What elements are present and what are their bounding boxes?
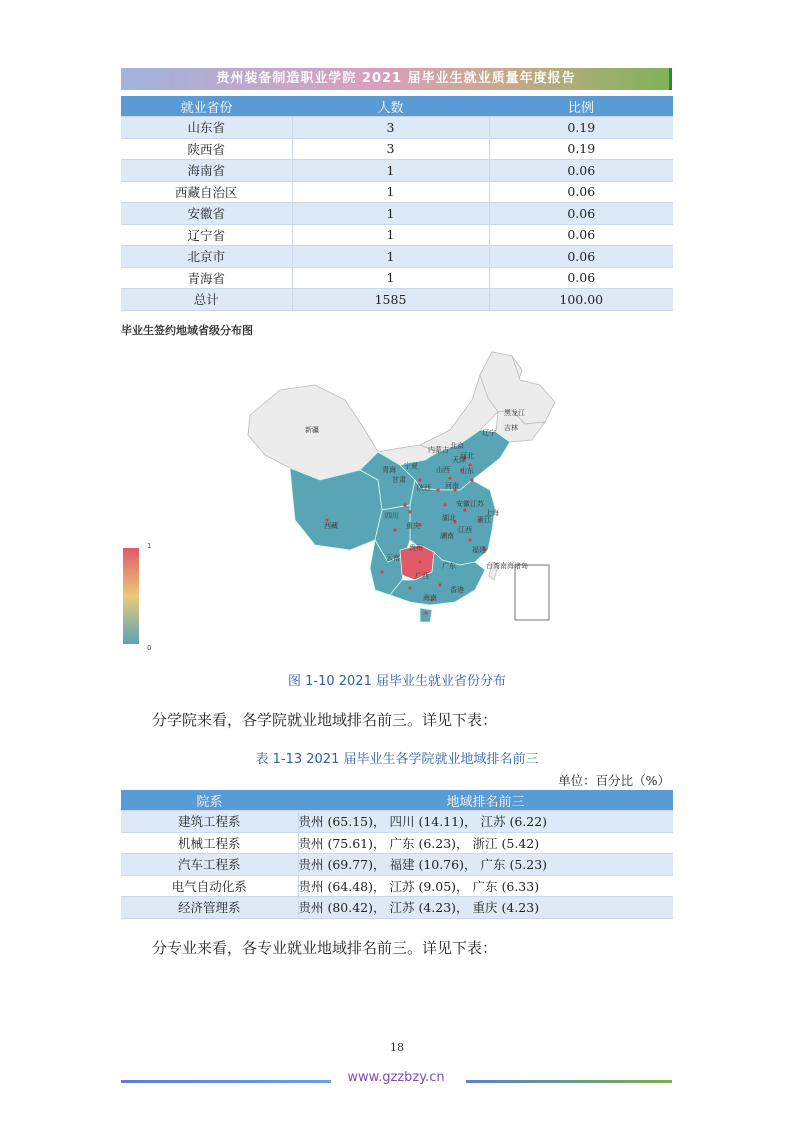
map-label-yunnan: 云南 (386, 554, 400, 562)
table-cell: 3 (292, 138, 489, 160)
column-header: 就业省份 (121, 96, 292, 117)
table-cell: 安徽省 (121, 203, 292, 225)
paragraph-major: 分专业来看，各专业就业地域排名前三。详见下表： (152, 939, 498, 957)
map-label-shandong: 山东 (460, 467, 474, 475)
table-row (121, 267, 673, 289)
table-cell: 总计 (121, 289, 292, 311)
table-cell: 0.06 (489, 267, 673, 289)
table-row (121, 246, 673, 268)
map-label-guangxi: 广西 (415, 572, 429, 580)
table-cell: 机械工程系 (121, 832, 298, 854)
column-header: 地域排名前三 (298, 790, 673, 811)
legend-max-label: 1 (147, 542, 152, 550)
table-row (121, 160, 673, 182)
map-label-zhejiang: 浙江 (477, 516, 491, 524)
map-label-anhui: 安徽 (456, 500, 470, 508)
map-label-guangdong: 广东 (442, 562, 456, 570)
map-label-gansu: 甘肃 (392, 476, 406, 484)
map-title: 毕业生签约地域省级分布图 (121, 324, 253, 337)
map-label-qinghai: 青海 (382, 466, 396, 474)
table-cell: 贵州 (80.42)， 江苏 (4.23)， 重庆 (4.23) (298, 897, 673, 919)
column-header: 院系 (121, 790, 298, 811)
map-label-xianggang: 香港 (450, 586, 464, 594)
map-label-tianjin: 天津 (452, 456, 466, 464)
map-label-neimenggu: 内蒙古 (428, 446, 449, 454)
table-row (121, 138, 673, 160)
map-label-guizhou: 贵州 (409, 544, 423, 552)
map-label-xinjiang: 新疆 (305, 426, 319, 434)
table-cell: 1 (292, 203, 489, 225)
table-cell: 北京市 (121, 246, 292, 268)
table-cell: 1 (292, 246, 489, 268)
page-number: 18 (390, 1041, 404, 1054)
table-cell: 海南省 (121, 160, 292, 182)
legend-min-label: 0 (147, 644, 152, 652)
table-cell: 汽车工程系 (121, 854, 298, 876)
table-cell: 辽宁省 (121, 224, 292, 246)
map-label-jilin: 吉林 (504, 424, 518, 432)
table-cell: 经济管理系 (121, 897, 298, 919)
table-row (121, 289, 673, 311)
table-row (121, 224, 673, 246)
map-label-henan: 河南 (445, 482, 459, 490)
map-label-chongqing: 重庆 (406, 522, 420, 530)
china-province-map (120, 340, 560, 660)
table-cell: 0.06 (489, 224, 673, 246)
table-cell: 3 (292, 117, 489, 139)
map-label-jiangsu: 江苏 (470, 500, 484, 508)
map-label-nanhai: 南海诸岛 (500, 562, 528, 570)
table-cell: 1 (292, 267, 489, 289)
table-row (121, 203, 673, 225)
table-cell: 1 (292, 181, 489, 203)
table-caption: 表 1-13 2021 届毕业生各学院就业地域排名前三 (255, 752, 539, 767)
table-cell: 100.00 (489, 289, 673, 311)
report-header-banner: 贵州装备制造职业学院 2021 届毕业生就业质量年度报告 (121, 68, 671, 90)
table-unit: 单位：百分比（%） (558, 773, 670, 788)
legend-color-bar (123, 548, 139, 644)
table-row (121, 181, 673, 203)
header-accent-bar (669, 68, 672, 90)
map-label-fujian: 福建 (472, 546, 486, 554)
table-cell: 0.19 (489, 138, 673, 160)
south-sea-inset (515, 565, 549, 620)
table-header-row (121, 790, 673, 811)
map-region-xizang (290, 468, 382, 550)
map-label-shanghai: 上海 (485, 509, 499, 517)
map-label-shanxi: 山西 (436, 466, 450, 474)
map-label-jiangxi: 江西 (458, 526, 472, 534)
map-label-beijing: 北京 (450, 442, 464, 450)
map-label-shaanxi: 陕西 (417, 484, 431, 492)
table-cell: 0.19 (489, 117, 673, 139)
footer-url[interactable]: www.gzzbzy.cn (347, 1070, 445, 1085)
province-table (121, 96, 673, 311)
table-cell: 青海省 (121, 267, 292, 289)
map-label-xizang: 西藏 (324, 522, 338, 530)
table-cell: 山东省 (121, 117, 292, 139)
footer-line-right (466, 1080, 672, 1083)
map-label-hainan: 海南 (423, 594, 437, 602)
table-cell: 1 (292, 160, 489, 182)
table-row (121, 854, 673, 876)
table-cell: 0.06 (489, 203, 673, 225)
table-cell: 0.06 (489, 181, 673, 203)
table-row (121, 897, 673, 919)
table-row (121, 832, 673, 854)
table-cell: 0.06 (489, 246, 673, 268)
table-cell: 建筑工程系 (121, 811, 298, 833)
map-label-taiwan: 台湾 (486, 562, 500, 570)
map-label-sichuan: 四川 (385, 512, 399, 520)
table-cell: 贵州 (75.61)， 广东 (6.23)， 浙江 (5.42) (298, 832, 673, 854)
table-cell: 贵州 (64.48)， 江苏 (9.05)， 广东 (6.33) (298, 875, 673, 897)
table-cell: 西藏自治区 (121, 181, 292, 203)
table-cell: 0.06 (489, 160, 673, 182)
map-label-ningxia: 宁夏 (404, 462, 418, 470)
column-header: 人数 (292, 96, 489, 117)
map-region-hainan (420, 608, 432, 622)
table-cell: 1585 (292, 289, 489, 311)
map-label-hunan: 湖南 (440, 532, 454, 540)
footer-line-left (121, 1080, 331, 1083)
college-region-table (121, 790, 673, 919)
table-cell: 陕西省 (121, 138, 292, 160)
column-header: 比例 (489, 96, 673, 117)
table-cell: 电气自动化系 (121, 875, 298, 897)
table-cell: 贵州 (69.77)， 福建 (10.76)， 广东 (5.23) (298, 854, 673, 876)
map-label-hubei: 湖北 (442, 514, 456, 522)
paragraph-college: 分学院来看，各学院就业地域排名前三。详见下表： (152, 711, 498, 729)
map-label-heilongjiang: 黑龙江 (504, 409, 525, 417)
map-label-hebei: 河北 (460, 452, 474, 460)
table-row (121, 811, 673, 833)
table-header-row (121, 96, 673, 117)
table-row (121, 875, 673, 897)
table-cell: 贵州 (65.15)， 四川 (14.11)， 江苏 (6.22) (298, 811, 673, 833)
table-row (121, 117, 673, 139)
map-label-liaoning: 辽宁 (482, 429, 496, 437)
table-cell: 1 (292, 224, 489, 246)
figure-caption: 图 1-10 2021 届毕业生就业省份分布 (288, 674, 506, 689)
